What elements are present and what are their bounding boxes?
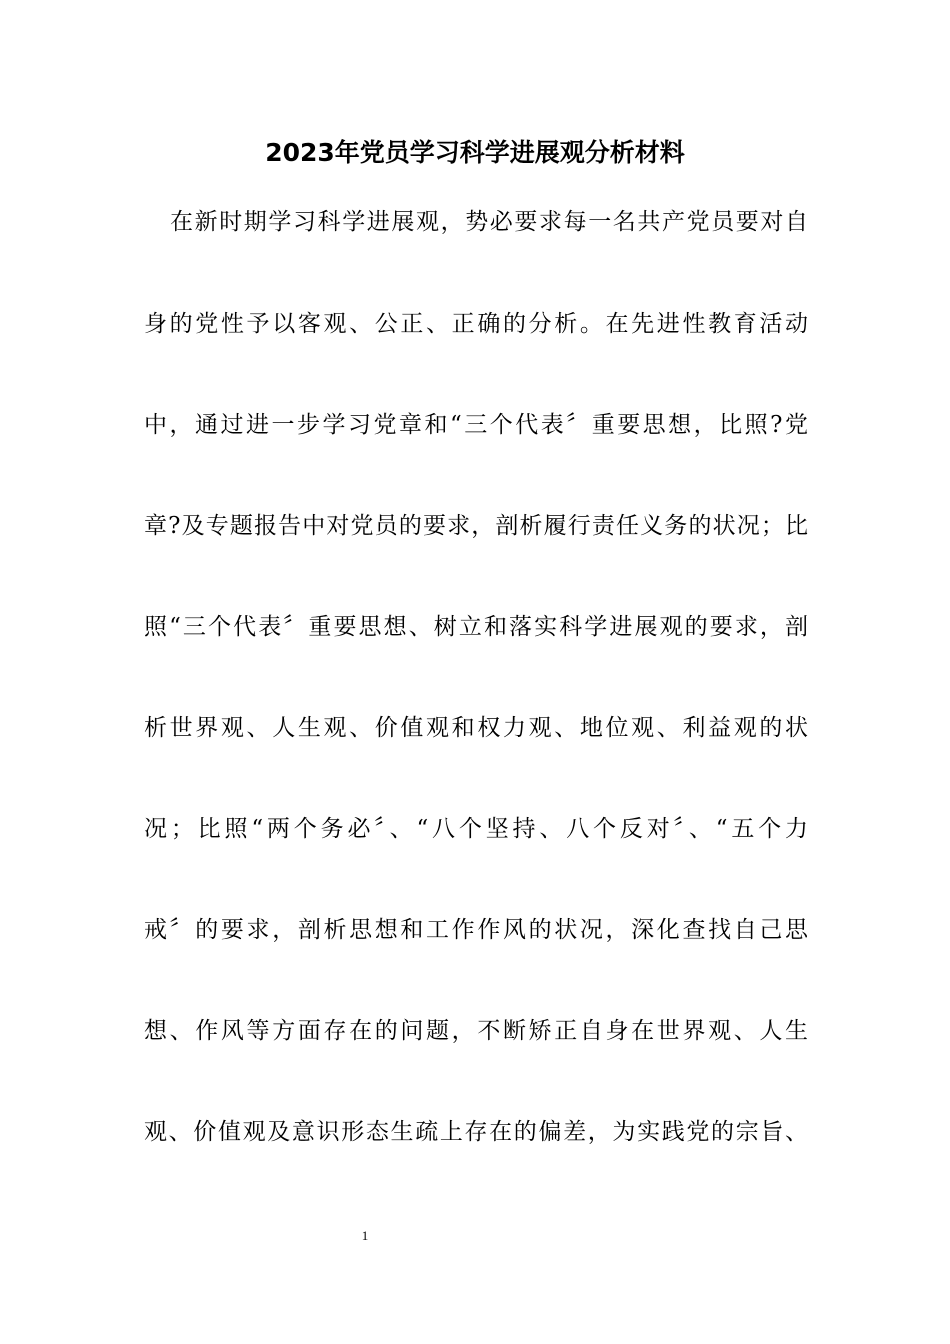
body-line-3: 中，通过进一步学习党章和“三个代表〞重要思想，比照?党 <box>144 412 808 438</box>
body-line-2: 身的党性予以客观、公正、正确的分析。在先进性教育活动 <box>144 311 808 337</box>
body-line-1: 在新时期学习科学进展观，势必要求每一名共产党员要对自 <box>170 209 808 235</box>
body-line-5: 照“三个代表〞重要思想、树立和落实科学进展观的要求，剖 <box>144 614 808 640</box>
body-line-10: 观、价值观及意识形态生疏上存在的偏差，为实践党的宗旨、 <box>144 1119 808 1145</box>
body-line-8: 戒〞的要求，剖析思想和工作作风的状况，深化查找自己思 <box>144 917 808 943</box>
body-line-9: 想、作风等方面存在的问题，不断矫正自身在世界观、人生 <box>144 1018 808 1044</box>
page-number: 1 <box>361 1228 369 1243</box>
body-line-6: 析世界观、人生观、价值观和权力观、地位观、利益观的状 <box>144 715 808 741</box>
document-title: 2023年党员学习科学进展观分析材料 <box>265 138 685 167</box>
body-line-4: 章?及专题报告中对党员的要求，剖析履行责任义务的状况；比 <box>144 513 808 539</box>
body-line-7: 况；比照“两个务必〞、“八个坚持、八个反对〞、“五个力 <box>144 816 808 842</box>
